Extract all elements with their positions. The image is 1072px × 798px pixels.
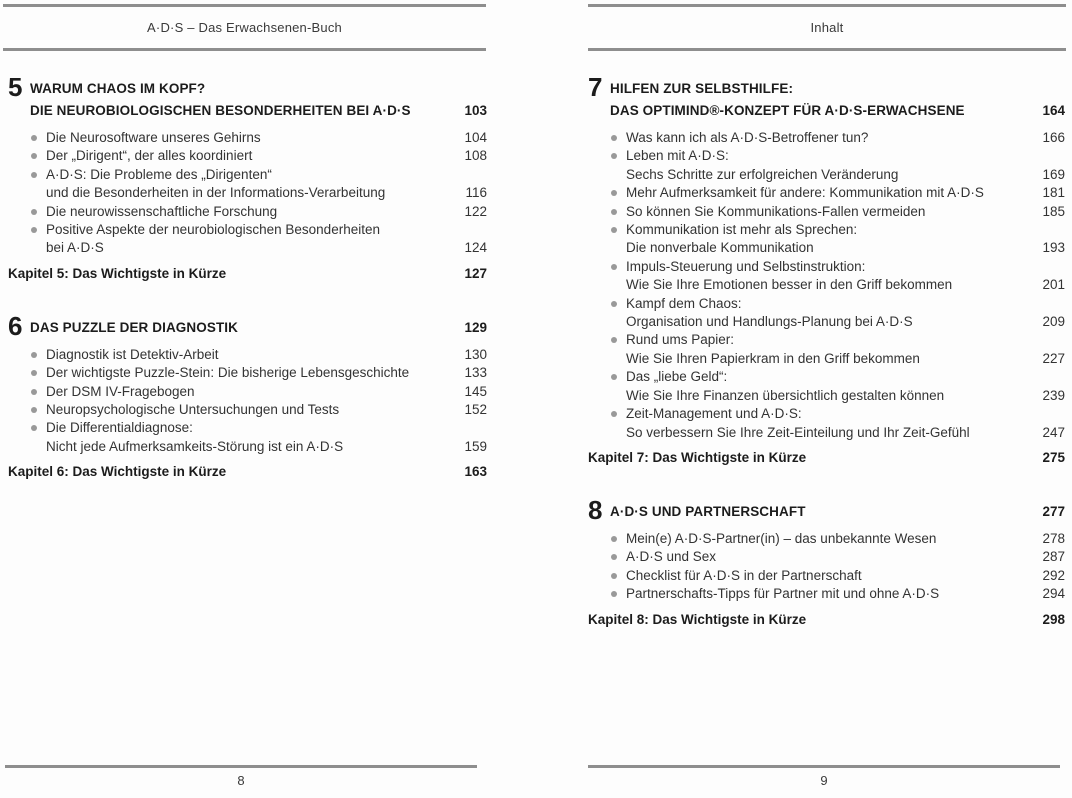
chapter-summary: [8, 264, 487, 283]
page-right: [536, 0, 1072, 798]
toc-entry: [588, 129, 1065, 147]
toc-right: [588, 51, 1065, 629]
toc-entry-line: Die Neurosoftware unseres Gehirns: [46, 130, 261, 145]
toc-entry-text: [46, 221, 464, 258]
bullet-icon: [611, 591, 617, 597]
toc-entry-text: [626, 184, 1042, 202]
toc-entry-text: [46, 129, 464, 147]
toc-entry: [8, 166, 487, 203]
chapter-heading: [8, 72, 487, 122]
bullet-icon: [611, 227, 617, 233]
toc-entry-text: [46, 166, 465, 203]
page-footer-left: [5, 765, 477, 798]
toc-entry-line: Mein(e) A·D·S-Partner(in) – das unbekannte Wesen: [626, 530, 937, 546]
toc-entry-text: [626, 295, 1042, 332]
toc-entry-text: [626, 368, 1042, 405]
chapter-number: 6: [8, 310, 22, 341]
chapter-title-line: WARUM CHAOS IM KOPF?: [30, 81, 206, 96]
bullet-icon: [31, 425, 37, 431]
toc-entry-line: Wie Sie Ihre Finanzen übersichtlich gestalten können: [626, 387, 945, 403]
toc-entry: [8, 346, 487, 364]
toc-entry-line: Die nonverbale Kommunikation: [626, 240, 814, 256]
bullet-icon: [31, 135, 37, 141]
toc-entry-text: [626, 530, 1042, 548]
toc-entry-page-number: 133: [464, 365, 487, 381]
toc-entry: [8, 401, 487, 419]
chapter-title-line: HILFEN ZUR SELBSTHILFE:: [610, 81, 794, 96]
toc-entry-text: [626, 331, 1042, 368]
toc-entry: [588, 258, 1065, 295]
chapter-summary: [588, 610, 1065, 629]
toc-entry-line: Wie Sie Ihren Papierkram in den Griff bekommen: [626, 350, 920, 366]
chapter: [588, 494, 1065, 629]
toc-entry-text: [46, 346, 464, 364]
toc-entry-text: [46, 401, 464, 419]
chapter-page-number: 277: [1042, 503, 1065, 519]
chapter-page-number: 103: [464, 103, 487, 118]
bullet-icon: [611, 153, 617, 159]
toc-left: [8, 51, 487, 481]
bullet-icon: [31, 407, 37, 413]
toc-entry: [588, 331, 1065, 368]
chapter-title-line: DAS OPTIMIND®-KONZEPT FÜR A·D·S-ERWACHSENE: [610, 103, 965, 118]
page-header-right: [588, 0, 1066, 51]
bullet-icon: [31, 370, 37, 376]
toc-entry-page-number: 122: [464, 203, 487, 219]
toc-entry-line: Was kann ich als A·D·S-Betroffener tun?: [626, 130, 869, 145]
page-number: 9: [820, 773, 828, 788]
toc-entry-line: Der wichtigste Puzzle-Stein: Die bisherige Lebensgeschichte: [46, 365, 410, 381]
toc-entry: [8, 221, 487, 258]
toc-entries: [588, 129, 1065, 442]
chapter-heading: [8, 310, 487, 341]
toc-entry-page-number: 239: [1042, 387, 1065, 403]
running-head: Inhalt: [810, 20, 844, 35]
toc-entry-page-number: 227: [1042, 350, 1065, 366]
chapter-summary-label: Kapitel 8: Das Wichtigste in Kürze: [588, 611, 807, 627]
toc-entry-line: Checklist für A·D·S in der Partnerschaft: [626, 567, 862, 583]
chapter: [8, 72, 487, 283]
toc-entry-text: [46, 147, 464, 165]
toc-entry-page-number: 278: [1042, 530, 1065, 546]
toc-entry-line: So verbessern Sie Ihre Zeit-Einteilung und Ihr Zeit-Gefühl: [626, 424, 970, 440]
chapter-number: 8: [588, 494, 602, 525]
chapter: [588, 72, 1065, 467]
toc-entry: [588, 221, 1065, 258]
toc-entry-line: Mehr Aufmerksamkeit für andere: Kommunikation mit A·D·S: [626, 185, 984, 201]
toc-entry-line: Zeit-Management und A·D·S:: [626, 406, 802, 422]
toc-entry: [588, 368, 1065, 405]
bullet-icon: [611, 301, 617, 307]
chapter: [8, 310, 487, 481]
toc-entry-text: [46, 419, 464, 456]
toc-entry-text: [626, 567, 1042, 585]
toc-entry-line: Leben mit A·D·S:: [626, 148, 729, 164]
toc-entry-page-number: 185: [1042, 203, 1065, 219]
chapter-heading: [588, 72, 1065, 122]
bullet-icon: [31, 153, 37, 159]
toc-entry-page-number: 108: [464, 148, 487, 164]
toc-entry-line: bei A·D·S: [46, 240, 104, 256]
toc-entry-page-number: 104: [464, 130, 487, 145]
bullet-icon: [31, 209, 37, 215]
chapter-page-number: 129: [464, 319, 487, 335]
toc-entry: [588, 184, 1065, 202]
toc-entry: [8, 419, 487, 456]
bullet-icon: [31, 352, 37, 358]
toc-entry: [588, 585, 1065, 603]
toc-entry-page-number: 152: [464, 402, 487, 418]
chapter-page-number: 164: [1042, 103, 1065, 118]
toc-entry-text: [46, 364, 464, 382]
toc-entry-text: [626, 203, 1042, 221]
page-footer-right: [588, 765, 1060, 798]
toc-entry-text: [626, 258, 1042, 295]
toc-entry-line: Die neurowissenschaftliche Forschung: [46, 203, 278, 219]
toc-entry-page-number: 287: [1042, 549, 1065, 565]
toc-entry-page-number: 145: [464, 383, 487, 399]
bullet-icon: [31, 227, 37, 233]
toc-entry-page-number: 294: [1042, 586, 1065, 602]
toc-entry-page-number: 159: [464, 438, 487, 454]
toc-entry-text: [626, 147, 1042, 184]
toc-entry-page-number: 116: [465, 185, 487, 201]
toc-entry: [8, 147, 487, 165]
toc-entry-page-number: 181: [1042, 185, 1065, 201]
chapter-summary-page-number: 127: [464, 265, 487, 281]
toc-entry-line: Organisation und Handlungs-Planung bei A·D·S: [626, 314, 913, 330]
toc-entry: [588, 567, 1065, 585]
toc-entry: [8, 364, 487, 382]
toc-entry-page-number: 130: [464, 346, 487, 362]
toc-entry-page-number: 124: [464, 240, 487, 256]
toc-entry-page-number: 166: [1042, 130, 1065, 145]
toc-entry-page-number: 247: [1042, 424, 1065, 440]
chapter-heading: [588, 494, 1065, 525]
toc-entry: [588, 405, 1065, 442]
toc-entry: [588, 548, 1065, 566]
bullet-icon: [611, 337, 617, 343]
toc-entry-text: [626, 129, 1042, 147]
toc-entry-line: A·D·S und Sex: [626, 549, 717, 565]
toc-entry-text: [626, 405, 1042, 442]
chapter-title-line: DIE NEUROBIOLOGISCHEN BESONDERHEITEN BEI A·D·S: [30, 103, 411, 118]
bullet-icon: [611, 411, 617, 417]
chapter-summary-page-number: 298: [1042, 611, 1065, 627]
toc-entries: [588, 530, 1065, 604]
chapter-title: [610, 501, 1042, 523]
toc-entry-page-number: 292: [1042, 567, 1065, 583]
toc-entry: [8, 383, 487, 401]
toc-entry-page-number: 169: [1042, 166, 1065, 182]
toc-entry: [588, 203, 1065, 221]
chapter-summary: [588, 448, 1065, 467]
bullet-icon: [611, 264, 617, 270]
chapter-number: 7: [588, 72, 602, 102]
toc-entry-page-number: 209: [1042, 314, 1065, 330]
bullet-icon: [31, 172, 37, 178]
toc-entry: [588, 147, 1065, 184]
chapter-summary-page-number: 163: [464, 464, 487, 480]
toc-entry-line: Diagnostik ist Detektiv-Arbeit: [46, 346, 219, 362]
toc-entry-line: und die Besonderheiten in der Informations-Verarbeitung: [46, 185, 386, 201]
chapter-title-line: A·D·S UND PARTNERSCHAFT: [610, 503, 806, 519]
toc-entries: [8, 129, 487, 258]
bullet-icon: [611, 135, 617, 141]
running-head: A·D·S – Das Erwachsenen-Buch: [147, 20, 342, 35]
toc-entry-line: Wie Sie Ihre Emotionen besser in den Griff bekommen: [626, 277, 953, 293]
chapter-title: [30, 78, 464, 122]
toc-entry: [8, 203, 487, 221]
chapter-title: [610, 78, 1042, 122]
toc-entry-text: [626, 221, 1042, 258]
bullet-icon: [611, 190, 617, 196]
toc-entry-text: [46, 383, 464, 401]
toc-entry-line: So können Sie Kommunikations-Fallen vermeiden: [626, 203, 926, 219]
toc-entry-line: Nicht jede Aufmerksamkeits-Störung ist ein A·D·S: [46, 438, 344, 454]
toc-entry-text: [46, 203, 464, 221]
toc-entry-text: [626, 548, 1042, 566]
toc-entry-line: Impuls-Steuerung und Selbstinstruktion:: [626, 258, 866, 274]
chapter-title: [30, 317, 464, 339]
page-number: 8: [237, 773, 245, 788]
toc-entry: [8, 129, 487, 147]
toc-entry-line: Rund ums Papier:: [626, 332, 735, 348]
toc-entry-line: Kommunikation ist mehr als Sprechen:: [626, 222, 858, 238]
chapter-summary-label: Kapitel 6: Das Wichtigste in Kürze: [8, 464, 227, 480]
chapter-summary-label: Kapitel 5: Das Wichtigste in Kürze: [8, 265, 227, 281]
bullet-icon: [611, 209, 617, 215]
chapter-summary-page-number: 275: [1042, 449, 1065, 465]
toc-entry-page-number: 201: [1042, 277, 1065, 293]
toc-entry-line: Der „Dirigent“, der alles koordiniert: [46, 148, 253, 164]
toc-entry: [588, 530, 1065, 548]
toc-entry-page-number: 193: [1042, 240, 1065, 256]
toc-entry-line: Positive Aspekte der neurobiologischen Besonderheiten: [46, 222, 380, 238]
chapter-summary-label: Kapitel 7: Das Wichtigste in Kürze: [588, 449, 807, 465]
toc-entry-line: Die Differentialdiagnose:: [46, 420, 193, 436]
toc-entry-line: A·D·S: Die Probleme des „Dirigenten“: [46, 166, 272, 182]
bullet-icon: [611, 536, 617, 542]
toc-entry-line: Der DSM IV-Fragebogen: [46, 383, 195, 399]
page-header-left: [3, 0, 486, 51]
toc-entry-text: [626, 585, 1042, 603]
toc-entry-line: Neuropsychologische Untersuchungen und Tests: [46, 402, 340, 418]
chapter-summary: [8, 462, 487, 481]
toc-entries: [8, 346, 487, 456]
toc-entry-line: Kampf dem Chaos:: [626, 295, 742, 311]
bullet-icon: [611, 374, 617, 380]
toc-entry-line: Partnerschafts-Tipps für Partner mit und ohne A·D·S: [626, 586, 940, 602]
bullet-icon: [31, 389, 37, 395]
bullet-icon: [611, 554, 617, 560]
toc-entry: [588, 295, 1065, 332]
toc-entry-line: Das „liebe Geld“:: [626, 369, 728, 385]
chapter-title-line: DAS PUZZLE DER DIAGNOSTIK: [30, 319, 239, 335]
toc-entry-line: Sechs Schritte zur erfolgreichen Veränderung: [626, 166, 899, 182]
chapter-number: 5: [8, 72, 22, 102]
bullet-icon: [611, 573, 617, 579]
